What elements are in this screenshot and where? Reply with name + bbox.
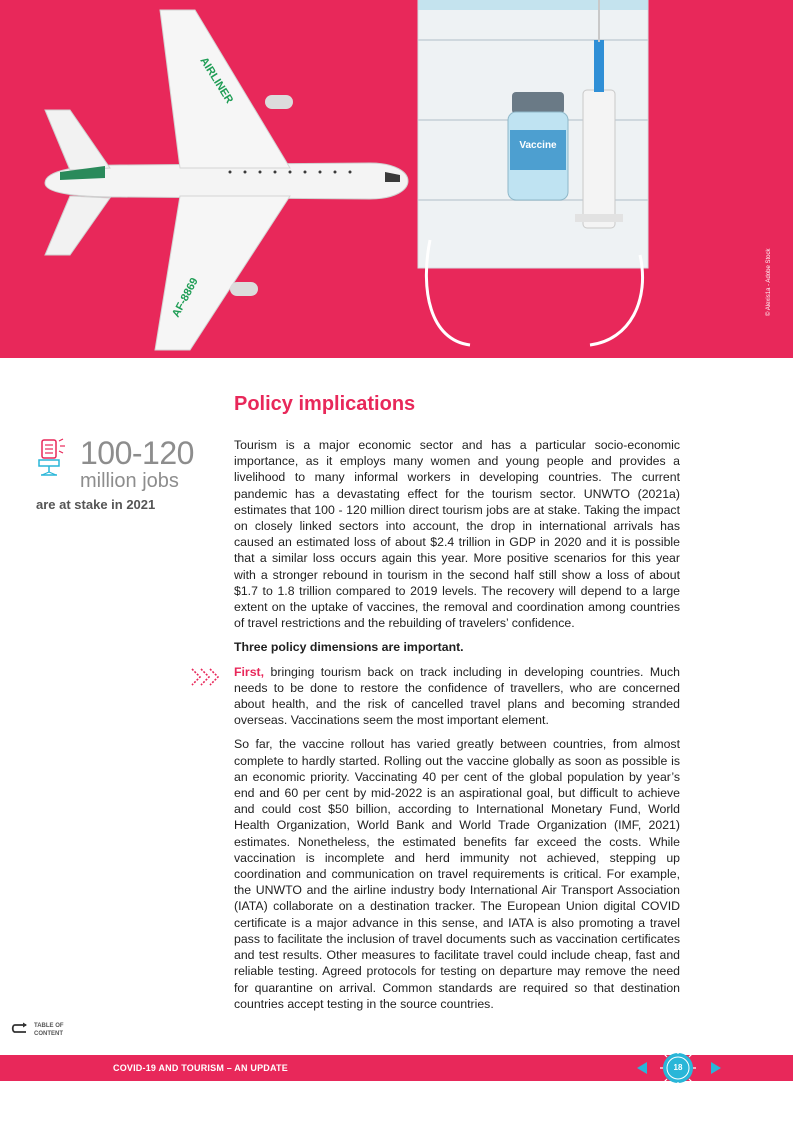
triangle-left-icon[interactable] (636, 1061, 648, 1075)
hero-image (0, 0, 793, 358)
stat-unit: million jobs (80, 470, 179, 492)
office-chair-icon (36, 438, 68, 478)
paragraph-first-text: bringing tourism back on track including in developing countries. Much needs to be done to restore the confidence of travellers, who are concerned about health, and the risk of cancelled travel plans and becoming stranded overseas. Vaccinations seem the most important element. (234, 664, 680, 728)
stat-value: 100-120 (80, 435, 194, 471)
paragraph-intro: Tourism is a major economic sector and has a particular socio-economic importance, as it employs many women and young people and provides a livelihood to many informal workers in developing countries. The current pandemic has a devastating effect for the tourism sector. UNWTO (2021a) estimates that 100 - 120 million direct tourism jobs are at stake. Taking the impact on closely linked sectors into account, the drop in international arrivals has caused an estimated loss of about $2.4 trillion in GDP in 2020 and it is possible that a similar loss occurs again this year. More positive scenarios for this year with a stronger rebound in tourism in the second half still show a loss of about $1.7 to 1.8 trillion compared to 2019 levels. The recovery will depend to a large extent on the uptake of vaccines, the removal and coordination among countries of travel restrictions and the rebuilding of travelers’ confidence. (234, 438, 680, 631)
subheading: Three policy dimensions are important. (234, 640, 464, 655)
hero-illustration (0, 0, 793, 358)
first-label: First, (234, 664, 265, 679)
vaccine-vial (508, 92, 568, 200)
plane-text-registration: AF-8869 (170, 275, 201, 320)
photo-credit: © Alexis1a - Adobe Stock (766, 248, 772, 316)
plane-text-airliner: AIRLINER (197, 55, 236, 106)
paragraph-first (234, 664, 680, 729)
footer-title: COVID-19 AND TOURISM – AN UPDATE (113, 1063, 288, 1073)
return-arrow-icon (10, 1022, 30, 1036)
chevrons-icon (190, 666, 224, 688)
page-number: 18 (673, 1063, 683, 1072)
stat-caption: are at stake in 2021 (36, 497, 156, 512)
vial-label: Vaccine (519, 140, 557, 151)
body-text (234, 437, 680, 1020)
paragraph-vaccine: So far, the vaccine rollout has varied greatly between countries, from almost complete to hardly started. Rolling out the vaccine globally as soon as possible is an economic priority. Vaccinating 40 per cent of the global population by year’s end and 60 per cent by mid-2022 is an aspirational goal, but difficult to achieve and could cost $50 billion, according to International Monetary Fund, World Health Organization, World Bank and World Trade Organization (IMF, 2021) estimates. Nonetheless, the estimated benefits far exceed the costs. While vaccination is incomplete and herd immunity not achieved, stepping up coordination and communication on travel requirements is critical. For example, the UNWTO and the airline industry body International Air Transport Association (IATA) collaborate on a destination tracker. The European Union digital COVID certificate is a major advance in this sense, and IATA is also promoting a travel pass to facilitate the inclusion of travel documents such as vaccination certificates and test results. Other measures to facilitate travel could include cheap, fast and reliable testing. Agreed protocols for testing on departure may remove the need for quarantine on arrival. Common standards are required so that destination countries accept testing in the source countries. (234, 737, 680, 1011)
triangle-right-icon[interactable] (710, 1061, 722, 1075)
toc-label[interactable]: TABLE OF CONTENT (34, 1023, 64, 1037)
section-title: Policy implications (234, 393, 416, 415)
